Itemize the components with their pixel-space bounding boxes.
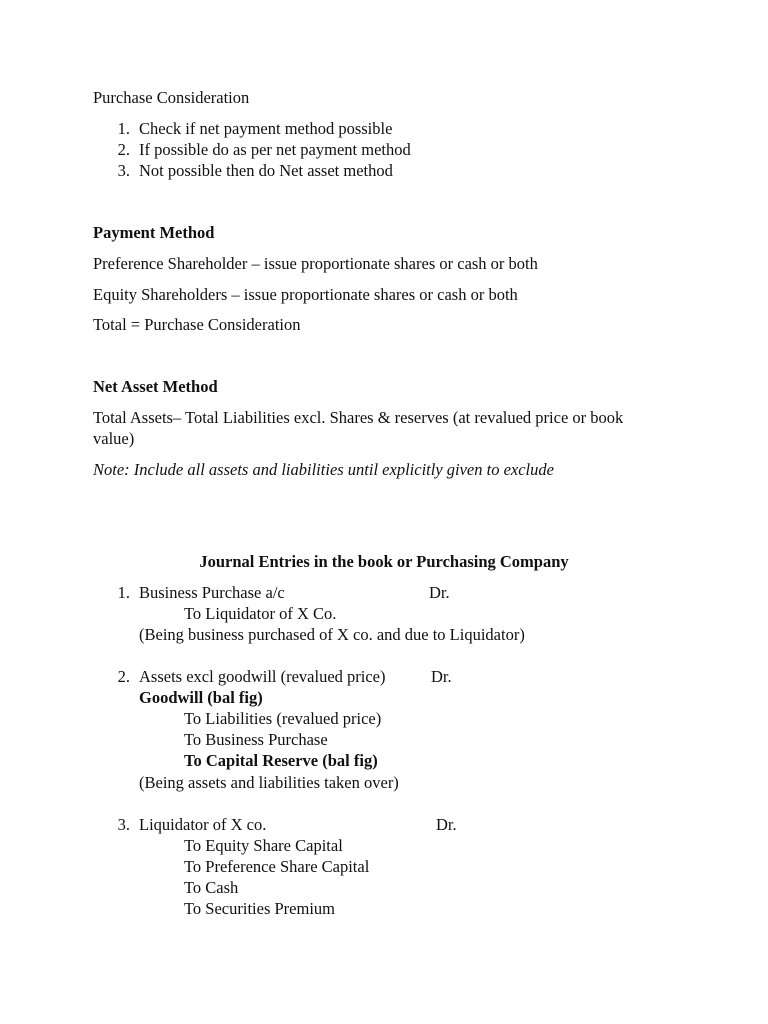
entry-number: 2.	[117, 667, 130, 686]
entry-credit-account: To Liabilities (revalued price)	[184, 709, 382, 728]
list-item: Not possible then do Net asset method	[139, 161, 393, 180]
entry-credit-account: To Equity Share Capital	[184, 836, 343, 855]
entry-credit-account: To Securities Premium	[184, 899, 335, 918]
entry-number: 1.	[117, 583, 130, 602]
payment-method-heading: Payment Method	[93, 223, 215, 242]
entry-dr-label: Dr.	[436, 815, 457, 834]
list-number: 1.	[117, 119, 130, 138]
entry-credit-capital-reserve: To Capital Reserve (bal fig)	[184, 751, 378, 770]
list-item: If possible do as per net payment method	[139, 140, 411, 159]
payment-method-line: Preference Shareholder – issue proportionate shares or cash or both	[93, 254, 538, 273]
list-number: 2.	[117, 140, 130, 159]
list-item: Check if net payment method possible	[139, 119, 393, 138]
entry-debit-goodwill: Goodwill (bal fig)	[139, 688, 263, 707]
list-number: 3.	[117, 161, 130, 180]
entry-credit-account: To Business Purchase	[184, 730, 328, 749]
purchase-consideration-title: Purchase Consideration	[93, 88, 250, 107]
net-asset-method-heading: Net Asset Method	[93, 377, 218, 396]
entry-debit-account: Liquidator of X co.	[139, 815, 267, 834]
entry-dr-label: Dr.	[429, 583, 450, 602]
entry-number: 3.	[117, 815, 130, 834]
entry-dr-label: Dr.	[431, 667, 452, 686]
journal-heading: Journal Entries in the book or Purchasing Company	[199, 552, 569, 571]
payment-method-line: Total = Purchase Consideration	[93, 315, 301, 334]
net-asset-method-note: Note: Include all assets and liabilities until explicitly given to exclude	[93, 460, 554, 479]
net-asset-method-line-continued: value)	[93, 429, 135, 448]
entry-debit-account: Business Purchase a/c	[139, 583, 285, 602]
entry-debit-account: Assets excl goodwill (revalued price)	[139, 667, 386, 686]
net-asset-method-line: Total Assets– Total Liabilities excl. Shares & reserves (at revalued price or book	[93, 408, 624, 427]
entry-credit-account: To Cash	[184, 878, 239, 897]
payment-method-line: Equity Shareholders – issue proportionate shares or cash or both	[93, 285, 518, 304]
entry-credit-account: To Liquidator of X Co.	[184, 604, 337, 623]
entry-narration: (Being assets and liabilities taken over)	[139, 773, 399, 792]
entry-narration: (Being business purchased of X co. and due to Liquidator)	[139, 625, 525, 644]
entry-credit-account: To Preference Share Capital	[184, 857, 370, 876]
